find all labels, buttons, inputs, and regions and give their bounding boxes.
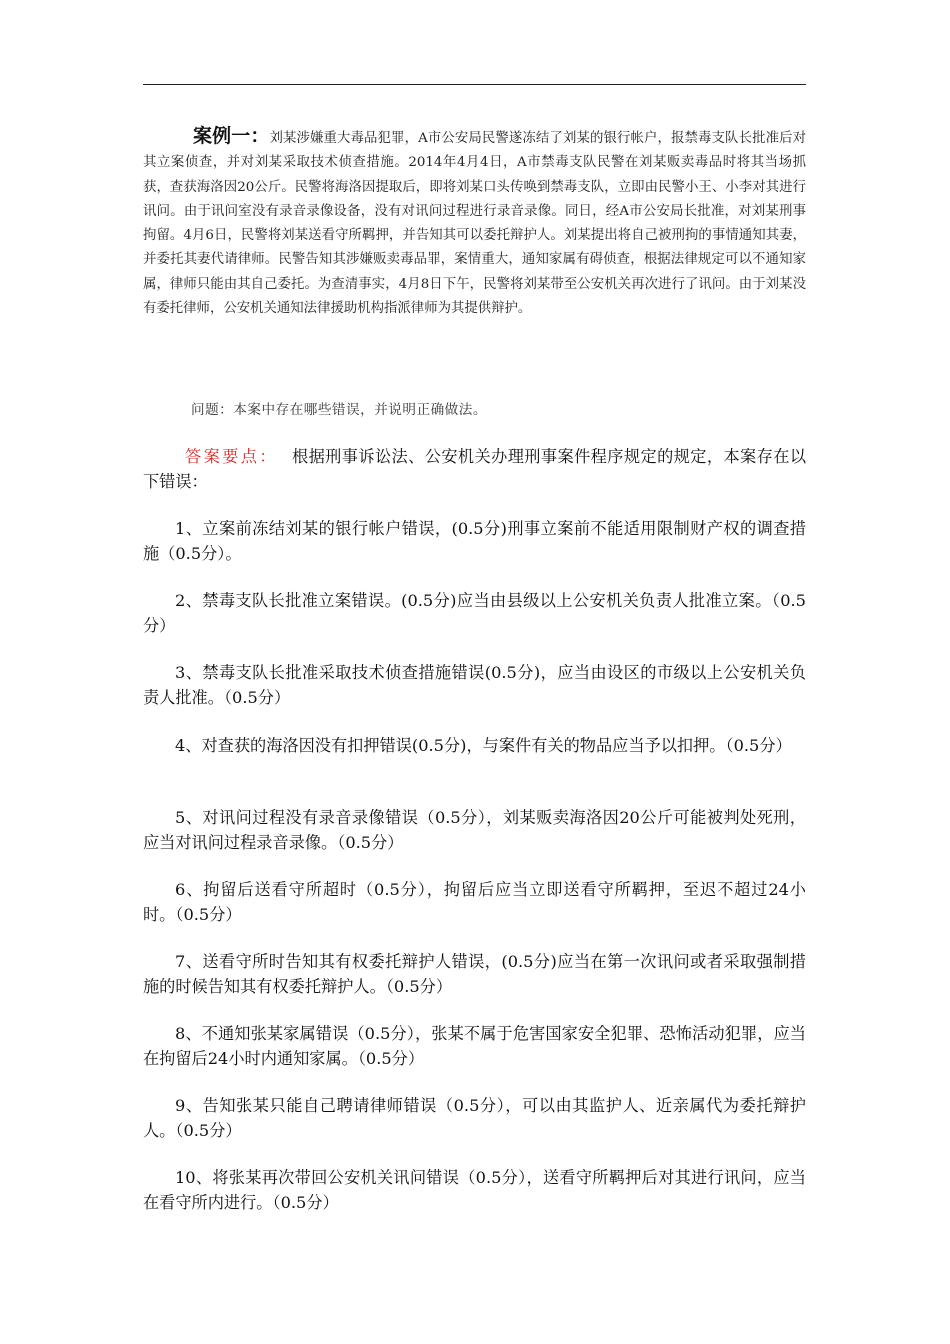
answer-point-10: 10、将张某再次带回公安机关讯问错误（0.5分），送看守所羁押后对其进行讯问，应当在看守所内进行。（0.5分）: [143, 1168, 806, 1212]
case-title: 案例一：: [193, 125, 270, 147]
answer-point-1: 1、立案前冻结刘某的银行帐户错误，(0.5分)刑事立案前不能适用限制财产权的调查措施（0.5分）。: [143, 519, 806, 563]
question-text: 问题：本案中存在哪些错误，并说明正确做法。: [191, 402, 487, 418]
answer-point-8: 8、不通知张某家属错误（0.5分），张某不属于危害国家安全犯罪、恐怖活动犯罪，应当在拘留后24小时内通知家属。（0.5分）: [143, 1024, 806, 1068]
answer-label: 答案要点：: [185, 447, 278, 466]
answer-point-2: 2、禁毒支队长批准立案错误。(0.5分)应当由县级以上公安机关负责人批准立案。（0.5分）: [143, 591, 806, 635]
answer-point-7: 7、送看守所时告知其有权委托辩护人错误，(0.5分)应当在第一次讯问或者采取强制措施的时候告知其有权委托辩护人。（0.5分）: [143, 952, 806, 996]
case-paragraph: [143, 124, 806, 321]
answer-intro-paragraph: [143, 444, 806, 494]
answer-point-9: 9、告知张某只能自己聘请律师错误（0.5分），可以由其监护人、近亲属代为委托辩护人。（0.5分）: [143, 1096, 806, 1140]
answer-point-5: 5、对讯问过程没有录音录像错误（0.5分），刘某贩卖海洛因20公斤可能被判处死刑，应当对讯问过程录音录像。（0.5分）: [143, 808, 806, 852]
case-body: 刘某涉嫌重大毒品犯罪，A市公安局民警遂冻结了刘某的银行帐户，报禁毒支队长批准后对其立案侦查，并对刘某采取技术侦查措施。2014年4月4日，A市禁毒支队民警在刘某贩卖毒品时将其当场抓获，查获海洛因20公斤。民警将海洛因提取后，即将刘某口头传唤到禁毒支队，立即由民警小王、小李对其进行讯问。由于讯问室没有录音录像设备，没有对讯问过程进行录音录像。同日，经A市公安局长批准，对刘某刑事拘留。4月6日，民警将刘某送看守所羁押，并告知其可以委托辩护人。刘某提出将自己被刑拘的事情通知其妻，并委托其妻代请律师。民警告知其涉嫌贩卖毒品罪，案情重大，通知家属有碍侦查，根据法律规定可以不通知家属，律师只能由其自己委托。为查清事实，4月8日下午，民警将刘某带至公安机关再次进行了讯问。由于刘某没有委托律师，公安机关通知法律援助机构指派律师为其提供辩护。: [143, 131, 806, 317]
answer-intro-text: 根据刑事诉讼法、公安机关办理刑事案件程序规定的规定，本案存在以下错误：: [143, 447, 807, 491]
answer-point-6: 6、拘留后送看守所超时（0.5分），拘留后应当立即送看守所羁押，至迟不超过24小时。（0.5分）: [143, 880, 806, 924]
header-rule: [143, 84, 806, 85]
answer-point-3: 3、禁毒支队长批准采取技术侦查措施错误(0.5分)，应当由设区的市级以上公安机关负责人批准。（0.5分）: [143, 663, 806, 707]
answer-point-4: 4、对查获的海洛因没有扣押错误(0.5分)，与案件有关的物品应当予以扣押。（0.5分）: [175, 736, 792, 755]
